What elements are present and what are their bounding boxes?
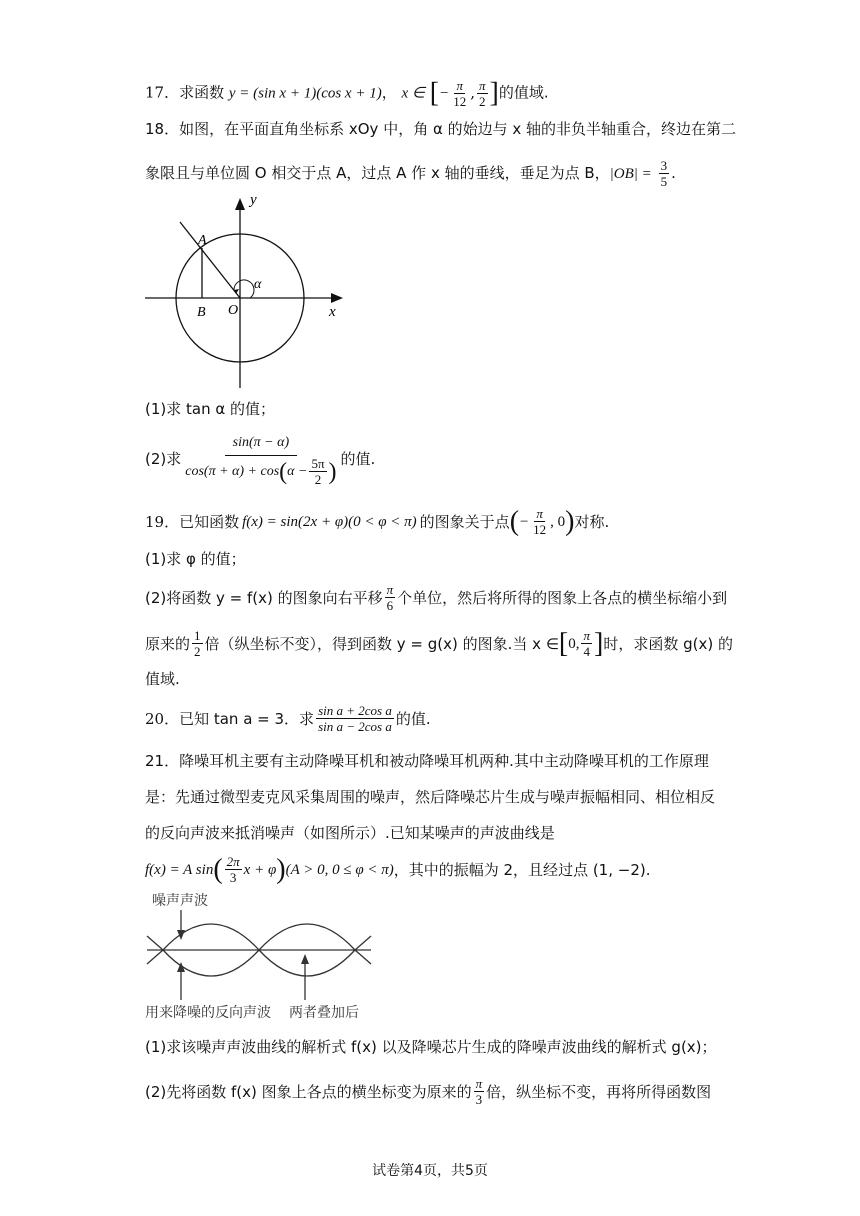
page-footer: 试卷第4页，共5页 — [372, 1163, 488, 1179]
q21-part1: (1)求该噪声声波曲线的解析式 f(x) 以及降噪芯片生成的降噪声波曲线的解析式 g(x)； — [145, 1038, 717, 1056]
q18-ob-frac: $\frac{3}{5}$ — [660, 158, 668, 189]
q19-part2-l3: 值域. — [145, 670, 180, 688]
q19-number: 19． — [145, 512, 180, 531]
label-O: O — [228, 303, 239, 318]
angle-arc — [234, 280, 254, 298]
q19-line: 19． 已知函数 f(x) = sin(2x + φ)(0 < φ < π) 的图象关于点 ( − $\frac{\pi}{12}$ , 0 ) 对称. — [145, 505, 610, 537]
label-x: x — [329, 304, 336, 320]
q18-line1: 18．如图，在平面直角坐标系 xOy 中，角 α 的始边与 x 轴的非负半轴重合，终边在第二 — [145, 120, 737, 138]
x-axis-arrow — [331, 293, 343, 303]
wave-label-anti: 用来降噪的反向声波 — [145, 1005, 271, 1021]
q18-part1: (1)求 tan α 的值； — [145, 400, 276, 418]
q21-formula: f(x) = A sin ( $\frac{2\pi}{3}$ x + φ ) (A > 0, 0 ≤ φ < π) ，其中的振幅为 2，且经过点 (1, −2). — [145, 853, 651, 885]
q17-lo-frac: $\frac{\pi}{12}$ — [453, 78, 467, 109]
q19-part2-l2: 原来的 $\frac{1}{2}$ 倍（纵坐标不变），得到函数 y = g(x) 的图象.当 x ∈ [ 0, $\frac{\pi}{4}$ ] 时，求函数 g(x) 的 — [145, 627, 733, 659]
q17-line: 17．求函数 y = (sin x + 1)(cos x + 1)， x ∈ [− $\frac{\pi}{12}$ , $\frac{\pi}{2}$ ]的值域. — [145, 77, 549, 109]
q18-number: 18． — [145, 120, 180, 138]
wave-label-sum: 两者叠加后 — [289, 1005, 359, 1021]
noise-wave-figure — [145, 908, 375, 1003]
q20-number: 20． — [145, 709, 180, 728]
q19-part1: (1)求 φ 的值； — [145, 550, 246, 568]
q20-line: 20． 已知 tan a = 3．求 $\frac{\text{sin a + 2cos a}}{\text{sin a − 2cos a}}$ 的值. — [145, 703, 431, 734]
q18-line2: 象限且与单位圆 O 相交于点 A，过点 A 作 x 轴的垂线，垂足为点 B，|OB| = $\frac{3}{5}$ . — [145, 158, 676, 189]
q21-line2: 是：先通过微型麦克风采集周围的噪声，然后降噪芯片生成与噪声振幅相同、相位相反 — [145, 788, 716, 806]
label-y: y — [250, 192, 257, 208]
label-B: B — [197, 305, 206, 320]
q21-part2: (2)先将函数 f(x) 图象上各点的横坐标变为原来的 $\frac{\pi}{3}$ 倍，纵坐标不变，再将所得函数图 — [145, 1076, 712, 1107]
q18-part2-frac: sin(π − α) cos(π + α) + cos ( α − $\frac{5\pi}{2}$ ) — [183, 431, 338, 487]
label-alpha: α — [254, 277, 262, 292]
q17-number: 17． — [145, 83, 180, 102]
q17-hi-frac: $\frac{\pi}{2}$ — [479, 78, 486, 109]
y-axis-arrow — [235, 198, 245, 210]
q20-frac: $\frac{\text{sin a + 2cos a}}{\text{sin a − 2cos a}}$ — [318, 703, 392, 734]
q21-line3: 的反向声波来抵消噪声（如图所示）.已知某噪声的声波曲线是 — [145, 824, 555, 842]
q18-part2: (2)求 sin(π − α) cos(π + α) + cos ( α − $\frac{5\pi}{2}$ ) 的值. — [145, 432, 375, 486]
q21-line1: 21．降噪耳机主要有主动降噪耳机和被动降噪耳机两种.其中主动降噪耳机的工作原理 — [145, 752, 709, 770]
q17-expr: y = (sin x + 1)(cos x + 1) — [228, 85, 382, 102]
label-A: A — [198, 233, 207, 248]
q19-part2-l1: (2)将函数 y = f(x) 的图象向右平移 $\frac{\pi}{6}$ 个单位，然后将所得的图象上各点的横坐标缩小到 — [145, 582, 728, 613]
unit-circle-figure — [140, 192, 355, 392]
wave-label-noise: 噪声声波 — [152, 893, 208, 909]
q21-number: 21． — [145, 752, 180, 770]
